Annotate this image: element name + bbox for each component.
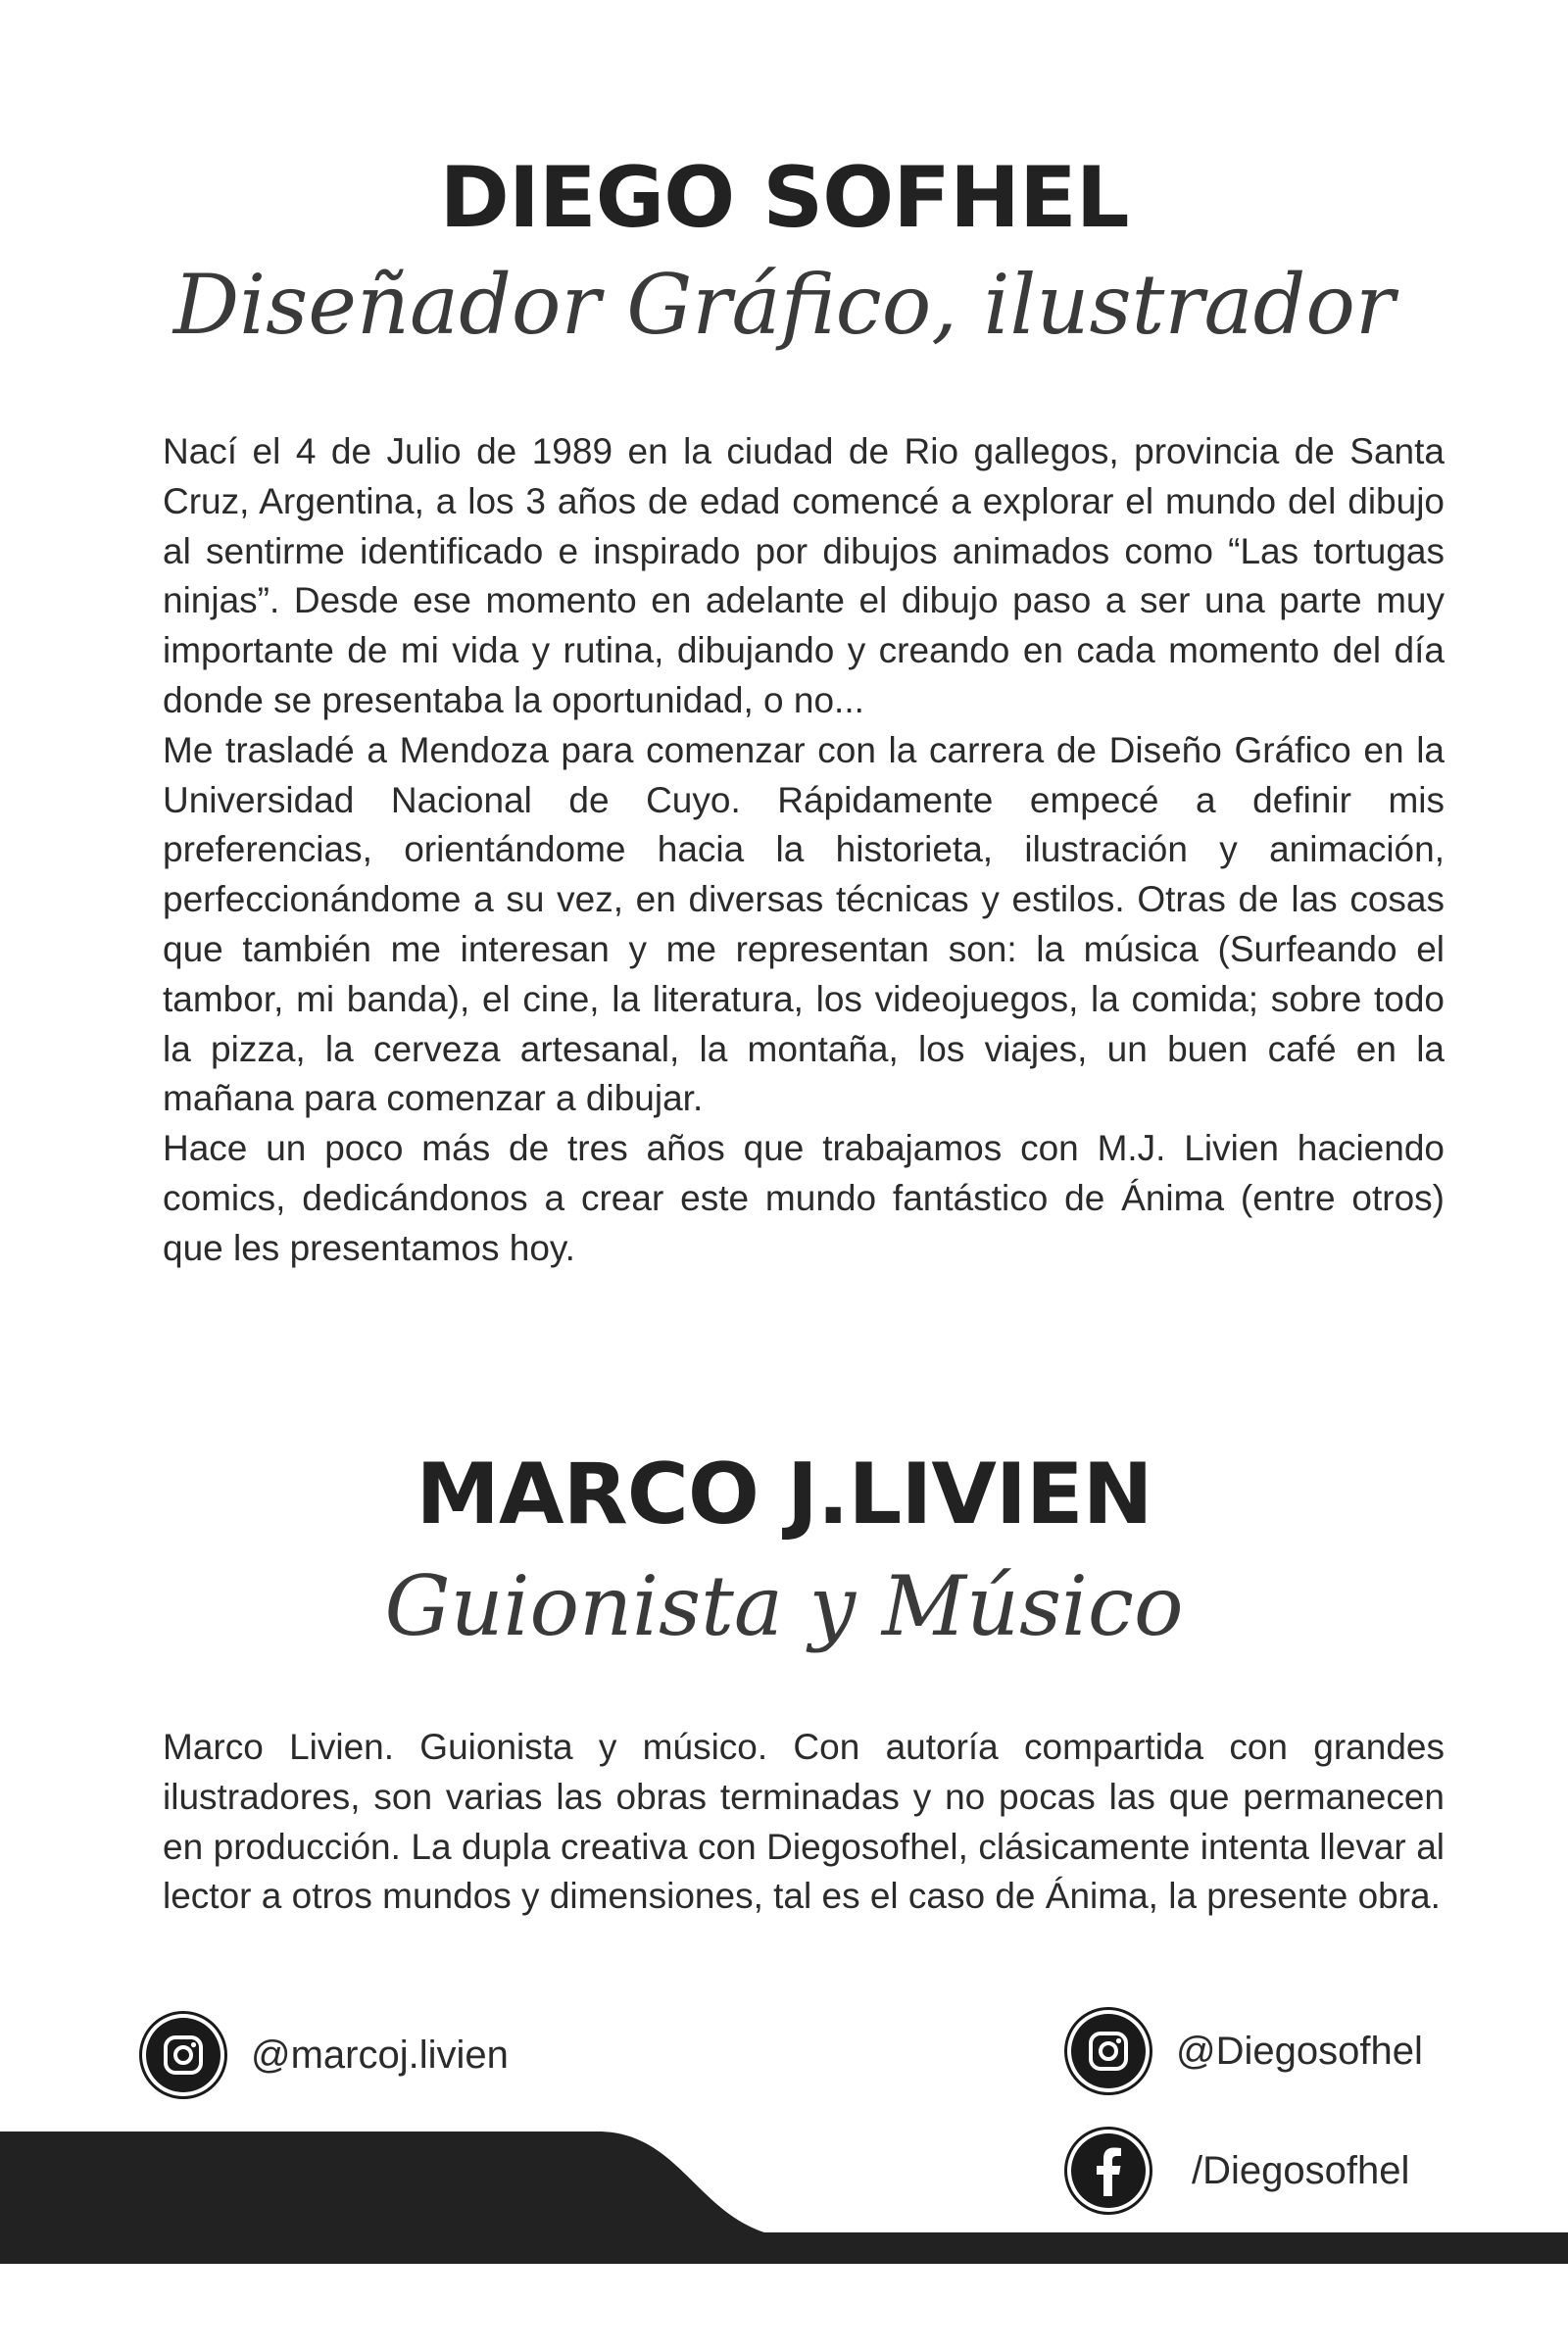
- author-role-marco: Guionista y Músico: [384, 1558, 1184, 1654]
- bio-paragraph: Marco Livien. Guionista y músico. Con autoría compartida con grandes ilustradores, son varias las obras terminadas y no pocas las que permanecen en producción. La dupla creativa con Diegosofhel, clásicamente intenta llevar al lector a otros mundos y dimensiones, tal es el caso de Ánima, la presente obra.: [163, 1727, 1445, 1917]
- author-name-marco: MARCO J.LIVIEN: [416, 1446, 1152, 1544]
- social-diego-facebook[interactable]: [1064, 2127, 1409, 2215]
- bio-paragraph: Me trasladé a Mendoza para comenzar con la carrera de Diseño Gráfico en la Universidad Nacional de Cuyo. Rápidamente empecé a definir mis preferencias, orientándome hacia la historieta, ilustración y animación, perfeccionándome a su vez, en diversas técnicas y estilos. Otras de las cosas que también me interesan y me representan son: la música (Surfeando el tambor, mi banda), el cine, la literatura, los videojuegos, la comida; sobre todo la pizza, la cerveza artesanal, la montaña, los viajes, un buen café en la mañana para comenzar a dibujar.: [163, 729, 1445, 1119]
- instagram-icon: [1064, 2007, 1152, 2095]
- bio-diego: [163, 427, 1445, 1274]
- bio-paragraph: Nací el 4 de Julio de 1989 en la ciudad de Rio gallegos, provincia de Santa Cruz, Argentina, a los 3 años de edad comencé a explorar el mundo del dibujo al sentirme identificado e inspirado por dibujos animados como “Las tortugas ninjas”. Desde ese momento en adelante el dibujo paso a ser una parte muy importante de mi vida y rutina, dibujando y creando en cada momento del día donde se presentaba la oportunidad, o no...: [163, 431, 1445, 720]
- bio-marco: [163, 1723, 1445, 1922]
- social-diego-instagram[interactable]: [1064, 2007, 1423, 2095]
- author-name-diego: DIEGO SOFHEL: [439, 149, 1129, 247]
- facebook-handle[interactable]: /Diegosofhel: [1192, 2148, 1410, 2192]
- instagram-handle[interactable]: @Diegosofhel: [1176, 2029, 1423, 2073]
- instagram-icon: [139, 2011, 227, 2099]
- bio-paragraph: Hace un poco más de tres años que trabajamos con M.J. Livien haciendo comics, dedicándonos a crear este mundo fantástico de Ánima (entre otros) que les presentamos hoy.: [163, 1128, 1445, 1268]
- facebook-icon: [1064, 2127, 1152, 2215]
- social-marco-instagram[interactable]: [139, 2011, 509, 2099]
- author-role-diego: Diseñador Gráfico, ilustrador: [172, 257, 1396, 353]
- instagram-handle[interactable]: @marcoj.livien: [251, 2033, 509, 2077]
